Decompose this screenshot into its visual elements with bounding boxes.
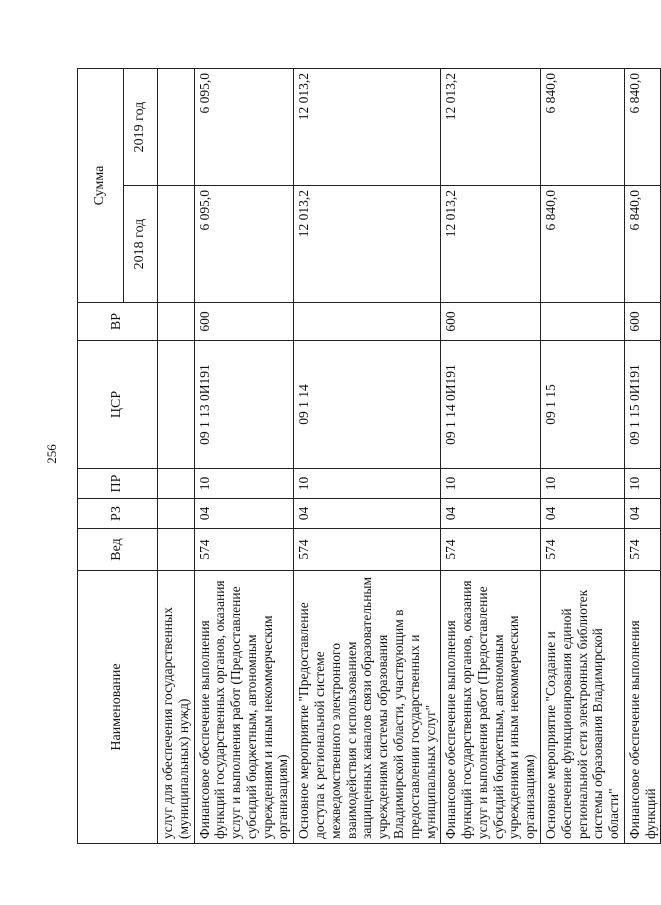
- header-pr: ПР: [78, 469, 158, 499]
- cell-ved: 574: [441, 529, 541, 571]
- page-number: 256: [44, 444, 59, 464]
- cell-name: Финансовое обеспечение выполнения функций: [624, 571, 661, 844]
- header-sum: Сумма: [78, 69, 124, 303]
- cell-s2018: 6 840,0: [540, 186, 624, 303]
- cell-ved: [158, 529, 195, 571]
- cell-pr: 10: [441, 469, 541, 499]
- cell-s2018: 12 013,2: [294, 186, 441, 303]
- cell-vr: 600: [194, 303, 294, 341]
- cell-s2018: 12 013,2: [441, 186, 541, 303]
- header-2019: 2019 год: [124, 69, 158, 186]
- header-rz: РЗ: [78, 499, 158, 529]
- cell-csr: 09 1 15: [540, 341, 624, 469]
- cell-name: Основное мероприятие "Создание и обеспечение функционирования единой региональной сети электронных библиотек системы образования Владимирской области": [540, 571, 624, 844]
- cell-vr: [540, 303, 624, 341]
- cell-pr: 10: [624, 469, 661, 499]
- cell-vr: [158, 303, 195, 341]
- cell-ved: 574: [194, 529, 294, 571]
- cell-s2019: [158, 69, 195, 186]
- cell-vr: [294, 303, 441, 341]
- cell-s2019: 12 013,2: [441, 69, 541, 186]
- cell-pr: 10: [194, 469, 294, 499]
- table-body: [158, 69, 661, 844]
- cell-s2019: 6 840,0: [540, 69, 624, 186]
- cell-s2019: 6 095,0: [194, 69, 294, 186]
- header-2018: 2018 год: [124, 186, 158, 303]
- table-row: [441, 69, 541, 844]
- header-csr: ЦСР: [78, 341, 158, 469]
- table-row: [624, 69, 661, 844]
- cell-rz: 04: [624, 499, 661, 529]
- cell-rz: [158, 499, 195, 529]
- header-vr: ВР: [78, 303, 158, 341]
- table-row: [194, 69, 294, 844]
- cell-name: Финансовое обеспечение выполнения функций государственных органов, оказания услуг и выполнения работ (Предоставление субсидий бюджетным, автономным учреждениям и иным некоммерческим организациям): [194, 571, 294, 844]
- header-name: Наименование: [78, 571, 158, 844]
- cell-ved: 574: [540, 529, 624, 571]
- cell-ved: 574: [624, 529, 661, 571]
- cell-rz: 04: [540, 499, 624, 529]
- cell-s2018: 6 840,0: [624, 186, 661, 303]
- cell-csr: 09 1 15 0И191: [624, 341, 661, 469]
- cell-csr: 09 1 14: [294, 341, 441, 469]
- cell-name: услуг для обеспечения государственных (муниципальных) нужд): [158, 571, 195, 844]
- cell-csr: 09 1 14 0И191: [441, 341, 541, 469]
- cell-pr: 10: [540, 469, 624, 499]
- table-row: [158, 69, 195, 844]
- cell-s2019: 12 013,2: [294, 69, 441, 186]
- cell-pr: 10: [294, 469, 441, 499]
- cell-vr: 600: [441, 303, 541, 341]
- header-ved: Вед: [78, 529, 158, 571]
- cell-ved: 574: [294, 529, 441, 571]
- cell-name: Основное мероприятие "Предоставление доступа к региональной системе межведомственного электронного взаимодействия с использованием защищенных каналов связи образовательным учреждениям системы образования Владимирской области, участвующим в предоставлении государственных и муниципальных услуг": [294, 571, 441, 844]
- cell-rz: 04: [294, 499, 441, 529]
- rotated-page: [77, 69, 658, 844]
- cell-csr: [158, 341, 195, 469]
- cell-rz: 04: [441, 499, 541, 529]
- cell-pr: [158, 469, 195, 499]
- cell-csr: 09 1 13 0И191: [194, 341, 294, 469]
- table-row: [294, 69, 441, 844]
- cell-name: Финансовое обеспечение выполнения функций государственных органов, оказания услуг и выполнения работ (Предоставление субсидий бюджетным, автономным учреждениям и иным некоммерческим организациям): [441, 571, 541, 844]
- budget-table: [77, 68, 661, 844]
- table-row: [540, 69, 624, 844]
- cell-rz: 04: [194, 499, 294, 529]
- cell-s2018: [158, 186, 195, 303]
- cell-s2018: 6 095,0: [194, 186, 294, 303]
- cell-vr: 600: [624, 303, 661, 341]
- cell-s2019: 6 840,0: [624, 69, 661, 186]
